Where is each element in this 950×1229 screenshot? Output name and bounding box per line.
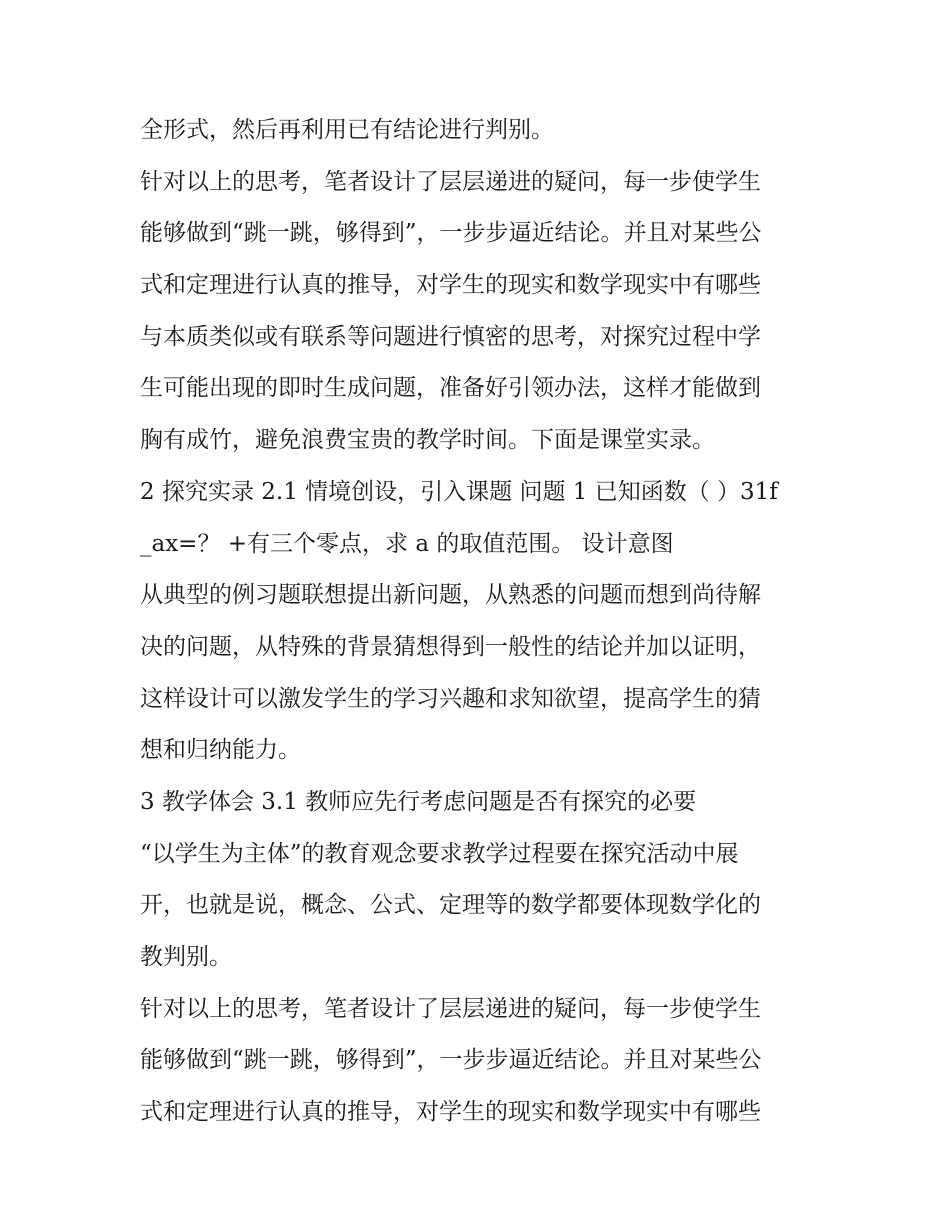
section-heading-line: 2 探究实录 2.1 情境创设，引入课题 问题 1 已知函数（ ）31f <box>140 478 778 505</box>
text-line: 从典型的例习题联想提出新问题，从熟悉的问题而想到尚待解 <box>140 582 761 609</box>
text-line: 式和定理进行认真的推导，对学生的现实和数学现实中有哪些 <box>140 272 761 299</box>
text-line: 能够做到“跳一跳，够得到”，一步步逼近结论。并且对某些公 <box>140 1047 762 1074</box>
text-line: 生可能出现的即时生成问题，准备好引领办法，这样才能做到 <box>140 375 761 402</box>
text-line: 开，也就是说，概念、公式、定理等的数学都要体现数学化的 <box>140 892 761 919</box>
text-line: 这样设计可以激发学生的学习兴趣和求知欲望，提高学生的猜 <box>140 685 761 712</box>
text-line: 教判别。 <box>140 944 232 970</box>
text-line: 针对以上的思考，笔者设计了层层递进的疑问，每一步使学生 <box>140 168 761 195</box>
text-line: “以学生为主体”的教育观念要求教学过程要在探究活动中展 <box>140 840 739 867</box>
text-line: 式和定理进行认真的推导，对学生的现实和数学现实中有哪些 <box>140 1099 761 1126</box>
text-line: 与本质类似或有联系等问题进行慎密的思考，对探究过程中学 <box>140 323 761 350</box>
text-line: _ax=？ +有三个零点，求 a 的取值范围。 设计意图 <box>140 530 674 557</box>
body-text <box>140 105 830 1139</box>
text-line: 想和归纳能力。 <box>140 737 301 764</box>
text-line: 针对以上的思考，笔者设计了层层递进的疑问，每一步使学生 <box>140 995 761 1022</box>
section-heading-line: 3 教学体会 3.1 教师应先行考虑问题是否有探究的必要 <box>140 788 697 815</box>
text-line: 胸有成竹，避免浪费宝贵的教学时间。下面是课堂实录。 <box>140 427 715 454</box>
text-line: 能够做到“跳一跳，够得到”，一步步逼近结论。并且对某些公 <box>140 220 762 247</box>
text-line: 决的问题，从特殊的背景猜想得到一般性的结论并加以证明， <box>140 633 761 660</box>
text-line: 全形式，然后再利用已有结论进行判别。 <box>140 117 554 143</box>
